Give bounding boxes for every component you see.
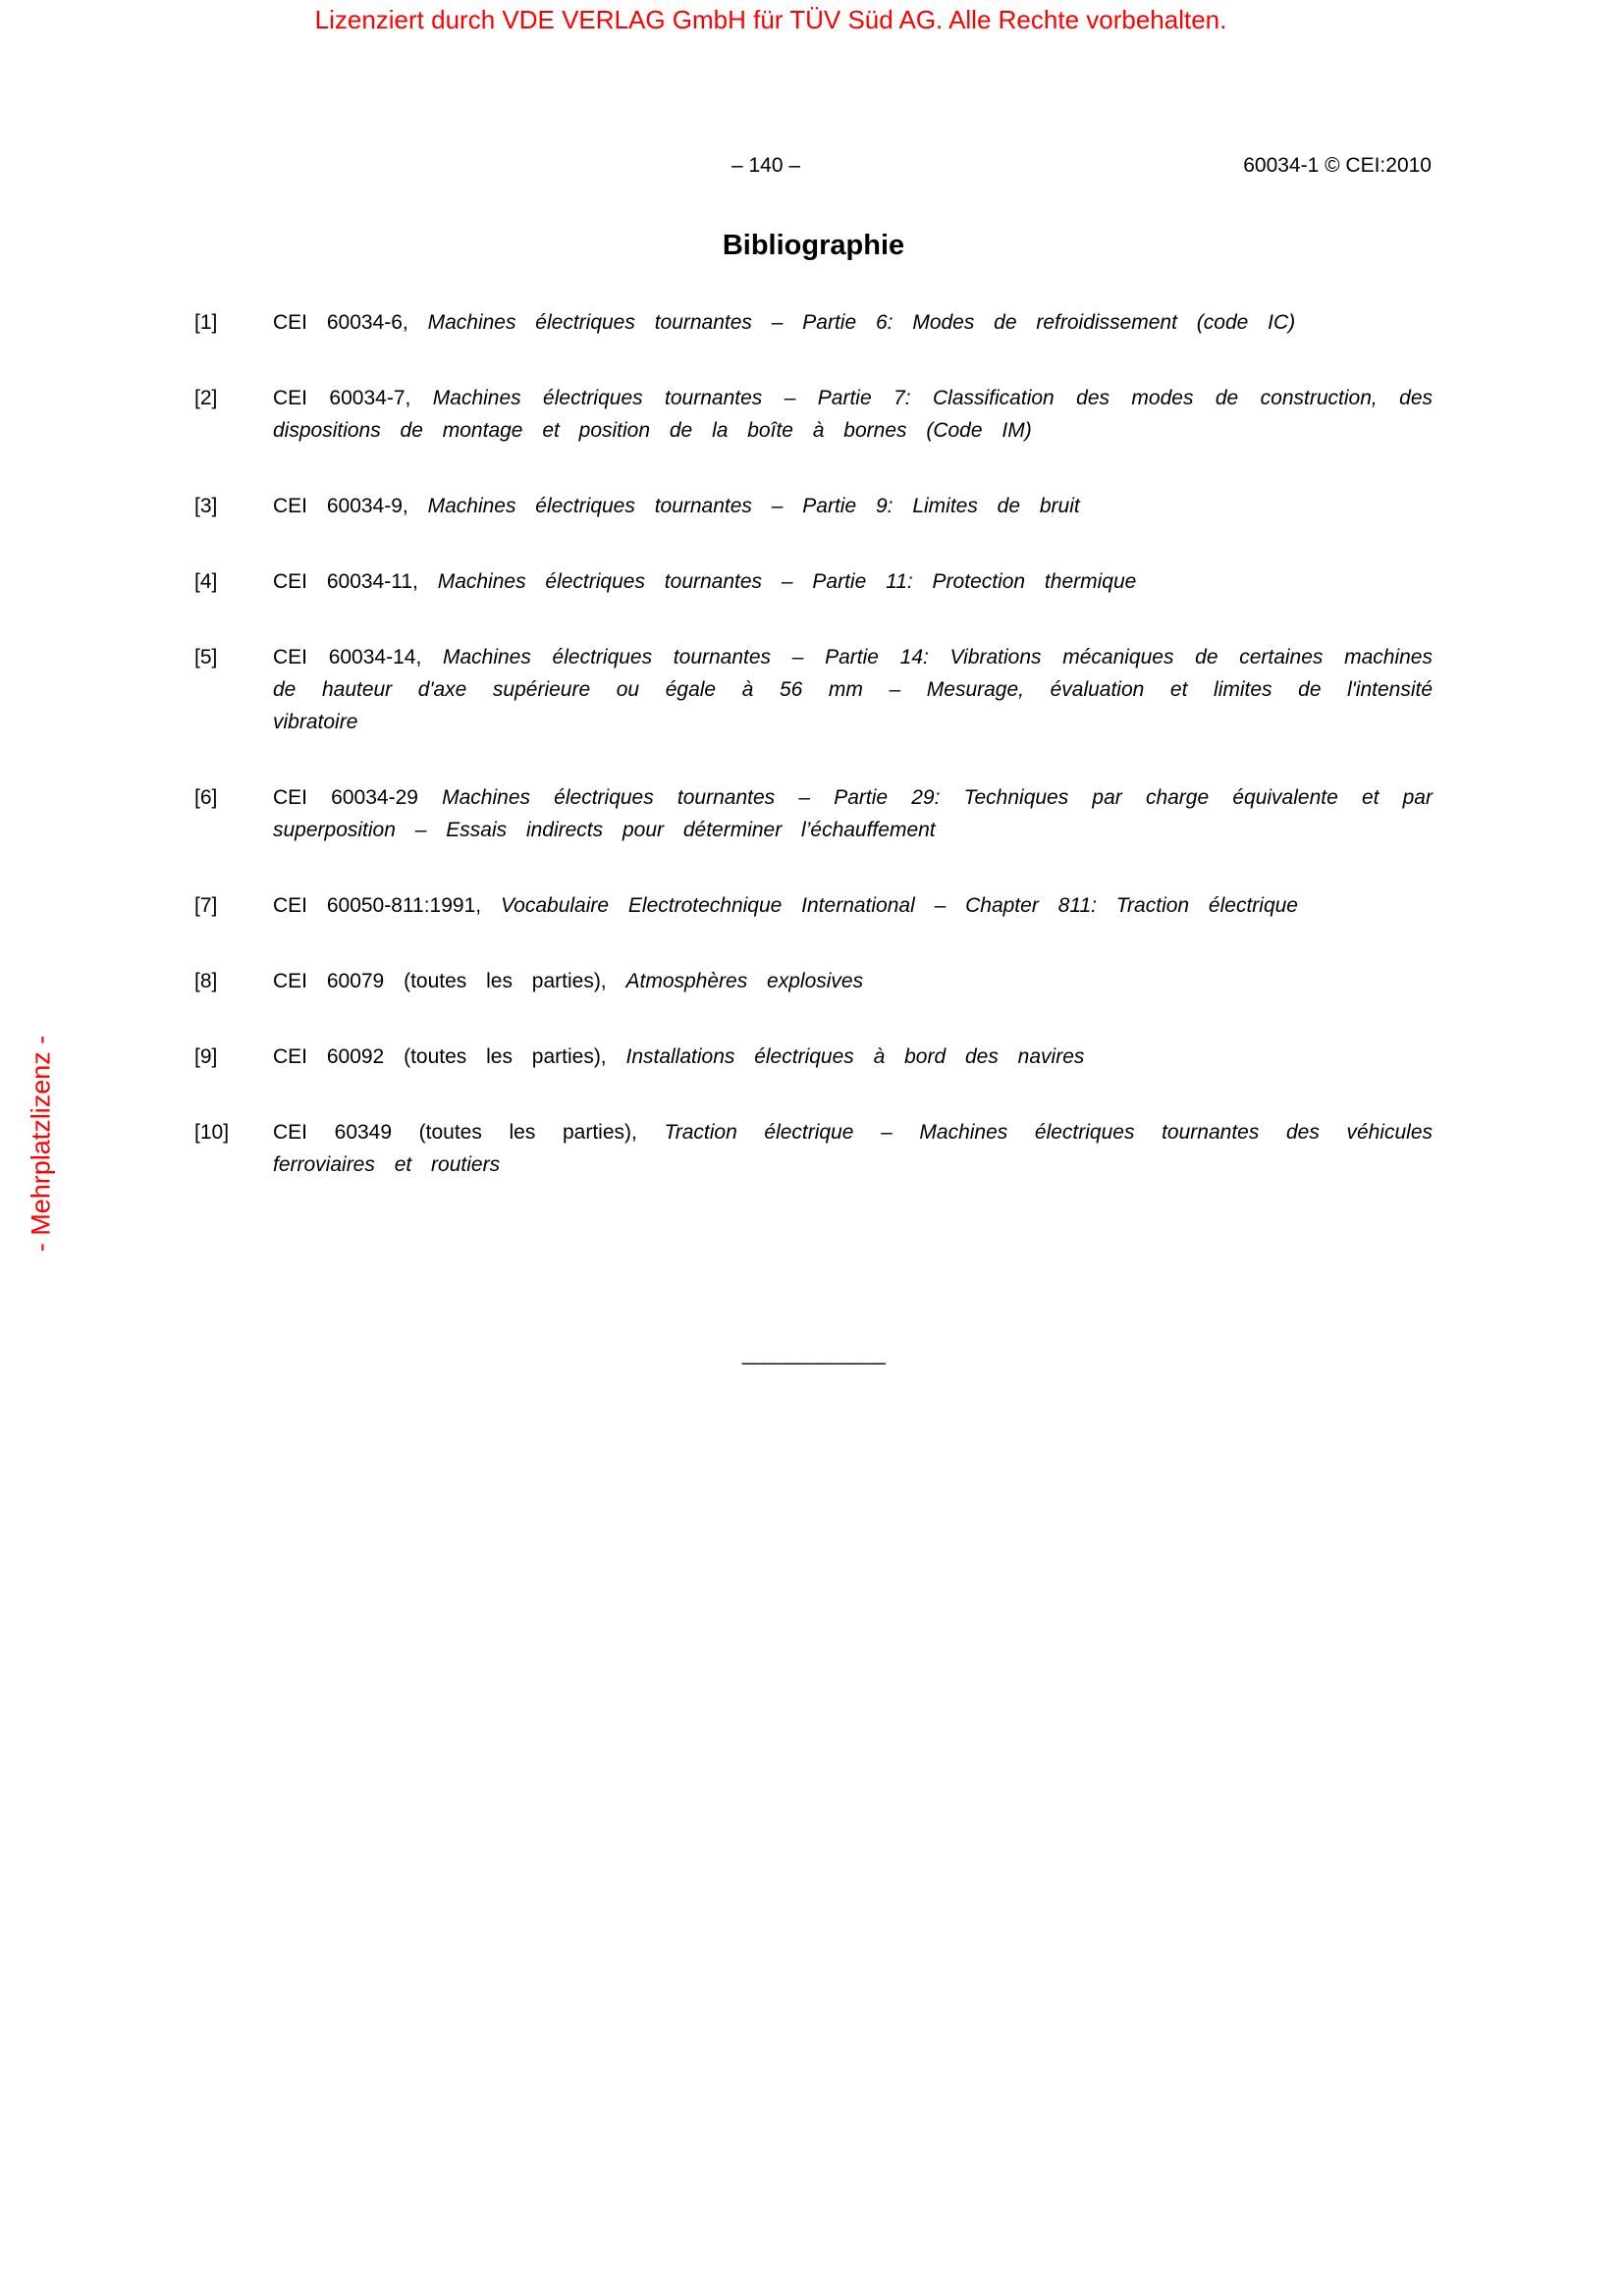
- reference-entry: [194, 889, 1433, 922]
- reference-label: [7]: [194, 894, 218, 917]
- reference-prefix: CEI 60034-7,: [273, 387, 433, 409]
- reference-entry: [194, 641, 1433, 738]
- reference-prefix: CEI 60092 (toutes les parties),: [273, 1045, 626, 1068]
- reference-title: Machines électriques tournantes – Partie 14: Vibrations mécaniques de certaines machines de hauteur d'axe supérieure ou égale à 56 mm – Mesurage, évaluation et limites de l'intensité vibratoire: [273, 646, 1433, 733]
- reference-title: Machines électriques tournantes – Partie 11: Protection thermique: [437, 570, 1137, 593]
- reference-prefix: CEI 60034-29: [273, 786, 443, 809]
- separator-line: _____________: [741, 1343, 886, 1365]
- reference-entry: [194, 382, 1433, 447]
- reference-prefix: CEI 60034-9,: [273, 495, 428, 517]
- reference-label: [10]: [194, 1121, 230, 1144]
- reference-entry: [194, 306, 1433, 339]
- reference-prefix: CEI 60079 (toutes les parties),: [273, 970, 626, 992]
- reference-title: Machines électriques tournantes – Partie 29: Techniques par charge équivalente et par superposition – Essais indirects pour déterminer l’échauffement: [273, 786, 1433, 841]
- reference-prefix: CEI 60050-811:1991,: [273, 894, 501, 917]
- reference-title: Machines électriques tournantes – Partie 6: Modes de refroidissement (code IC): [427, 311, 1296, 334]
- header-page-number: – 140 –: [731, 154, 801, 177]
- reference-entry: [194, 1116, 1433, 1181]
- reference-title: Vocabulaire Electrotechnique International – Chapter 811: Traction électrique: [500, 894, 1298, 917]
- reference-title: Atmosphères explosives: [625, 970, 864, 992]
- reference-text: [273, 1116, 1433, 1181]
- reference-label: [3]: [194, 495, 218, 517]
- reference-label: [8]: [194, 970, 218, 992]
- reference-text: [273, 565, 1433, 598]
- reference-title: Installations électriques à bord des navires: [625, 1045, 1085, 1068]
- references-list: [194, 306, 1433, 1224]
- watermark-vertical-text: - Mehrplatzlizenz -: [26, 1035, 56, 1253]
- reference-entry: [194, 965, 1433, 997]
- reference-entry: [194, 1041, 1433, 1073]
- reference-entry: [194, 781, 1433, 846]
- reference-entry: [194, 565, 1433, 598]
- reference-label: [4]: [194, 570, 218, 593]
- reference-prefix: CEI 60034-6,: [273, 311, 428, 334]
- reference-text: [273, 641, 1433, 738]
- reference-title: Traction électrique – Machines électriques tournantes des véhicules ferroviaires et routiers: [273, 1121, 1433, 1176]
- reference-title: Machines électriques tournantes – Partie 9: Limites de bruit: [427, 495, 1080, 517]
- reference-text: [273, 382, 1433, 447]
- header-doc-ref: 60034-1 © CEI:2010: [1243, 154, 1432, 177]
- page-title: Bibliographie: [722, 230, 905, 261]
- reference-text: [273, 965, 1433, 997]
- reference-text: [273, 1041, 1433, 1073]
- reference-entry: [194, 490, 1433, 522]
- reference-label: [2]: [194, 387, 218, 409]
- reference-text: [273, 306, 1433, 339]
- reference-prefix: CEI 60349 (toutes les parties),: [273, 1121, 665, 1144]
- license-banner-text: Lizenziert durch VDE VERLAG GmbH für TÜV Süd AG. Alle Rechte vorbehalten.: [314, 5, 1227, 34]
- reference-title: Machines électriques tournantes – Partie 7: Classification des modes de construction, des dispositions de montage et position de la boîte à bornes (Code IM): [273, 387, 1433, 442]
- reference-text: [273, 781, 1433, 846]
- reference-prefix: CEI 60034-11,: [273, 570, 438, 593]
- reference-label: [6]: [194, 786, 218, 809]
- reference-text: [273, 490, 1433, 522]
- reference-prefix: CEI 60034-14,: [273, 646, 443, 668]
- reference-label: [9]: [194, 1045, 218, 1068]
- reference-label: [5]: [194, 646, 218, 668]
- reference-label: [1]: [194, 311, 218, 334]
- reference-text: [273, 889, 1433, 922]
